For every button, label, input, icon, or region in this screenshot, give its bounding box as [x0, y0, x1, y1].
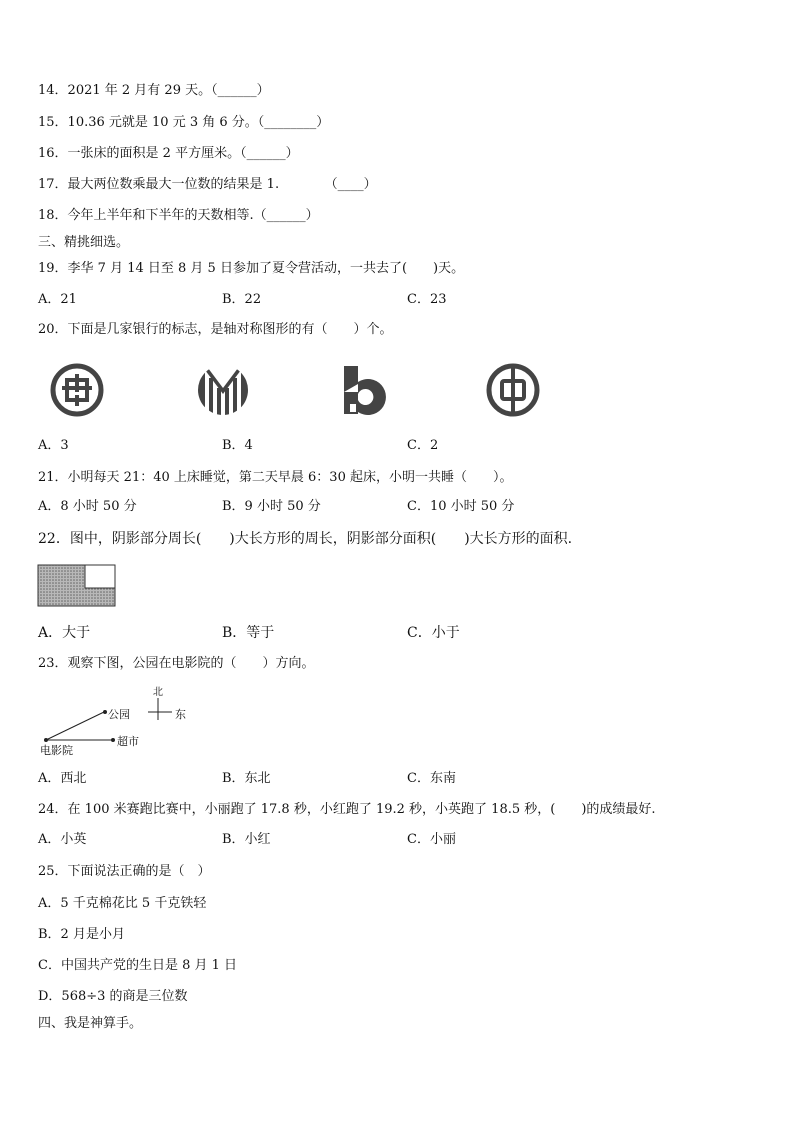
question-21: 21．小明每天 21：40 上床睡觉，第二天早晨 6：30 起床，小明一共睡（ ）。 — [38, 470, 513, 485]
q25-option-d: D．568÷3 的商是三位数 — [38, 989, 188, 1004]
q19-option-a: A．21 — [38, 292, 77, 307]
question-24: 24．在 100 米赛跑比赛中，小丽跑了 17.8 秒，小红跑了 19.2 秒，小英跑了 18.5 秒，( )的成绩最好. — [38, 802, 656, 817]
q24-option-a: A．小英 — [38, 832, 87, 847]
q22-option-b: B．等于 — [222, 625, 275, 641]
question-16: 16．一张床的面积是 2 平方厘米。（______） — [38, 146, 299, 161]
q23-option-c: C．东南 — [407, 771, 456, 786]
q21-option-c: C．10 小时 50 分 — [407, 499, 515, 514]
q19-option-c: C．23 — [407, 292, 447, 307]
q21-option-b: B．9 小时 50 分 — [222, 499, 321, 514]
park-label: 公园 — [108, 708, 130, 721]
question-19: 19．李华 7 月 14 日至 8 月 5 日参加了夏令营活动，一共去了( )天。 — [38, 261, 465, 276]
q23-option-b: B．东北 — [222, 771, 271, 786]
cinema-label: 电影院 — [40, 744, 73, 757]
q25-option-b: B．2 月是小月 — [38, 927, 125, 942]
q25-option-a: A．5 千克棉花比 5 千克铁轻 — [38, 896, 207, 911]
question-18: 18．今年上半年和下半年的天数相等.（______） — [38, 208, 319, 223]
q20-option-c: C．2 — [407, 438, 439, 453]
question-15: 15．10.36 元就是 10 元 3 角 6 分。（________） — [38, 115, 330, 130]
q25-option-c: C．中国共产党的生日是 8 月 1 日 — [38, 958, 238, 973]
question-20: 20．下面是几家银行的标志，是轴对称图形的有（ ）个。 — [38, 322, 393, 337]
q20-option-a: A．3 — [38, 438, 69, 453]
question-17: 17．最大两位数乘最大一位数的结果是 1. （____） — [38, 177, 377, 192]
question-22: 22．图中，阴影部分周长( )大长方形的周长，阴影部分面积( )大长方形的面积. — [38, 531, 573, 547]
q22-option-c: C．小于 — [407, 625, 460, 641]
north-label: 北 — [153, 687, 163, 698]
q19-option-b: B．22 — [222, 292, 262, 307]
boc-logo-icon — [485, 362, 541, 418]
east-label: 东 — [175, 708, 186, 721]
question-14: 14．2021 年 2 月有 29 天。（______） — [38, 83, 270, 98]
citic-logo-icon — [195, 362, 251, 418]
section-3-heading: 三、精挑细选。 — [38, 235, 130, 250]
q21-option-a: A．8 小时 50 分 — [38, 499, 137, 514]
question-23: 23．观察下图，公园在电影院的（ ）方向。 — [38, 656, 315, 671]
q24-option-b: B．小红 — [222, 832, 271, 847]
market-label: 超市 — [117, 735, 139, 748]
shaded-rectangle-figure — [37, 564, 117, 608]
q20-option-b: B．4 — [222, 438, 253, 453]
q23-option-a: A．西北 — [38, 771, 87, 786]
icbc-logo-icon — [49, 362, 105, 418]
q24-option-c: C．小丽 — [407, 832, 456, 847]
q22-option-a: A．大于 — [38, 625, 91, 641]
direction-map — [38, 682, 208, 758]
section-4-heading: 四、我是神算手。 — [38, 1016, 143, 1031]
bocom-logo-icon — [340, 362, 398, 418]
question-25: 25．下面说法正确的是（ ） — [38, 864, 211, 879]
